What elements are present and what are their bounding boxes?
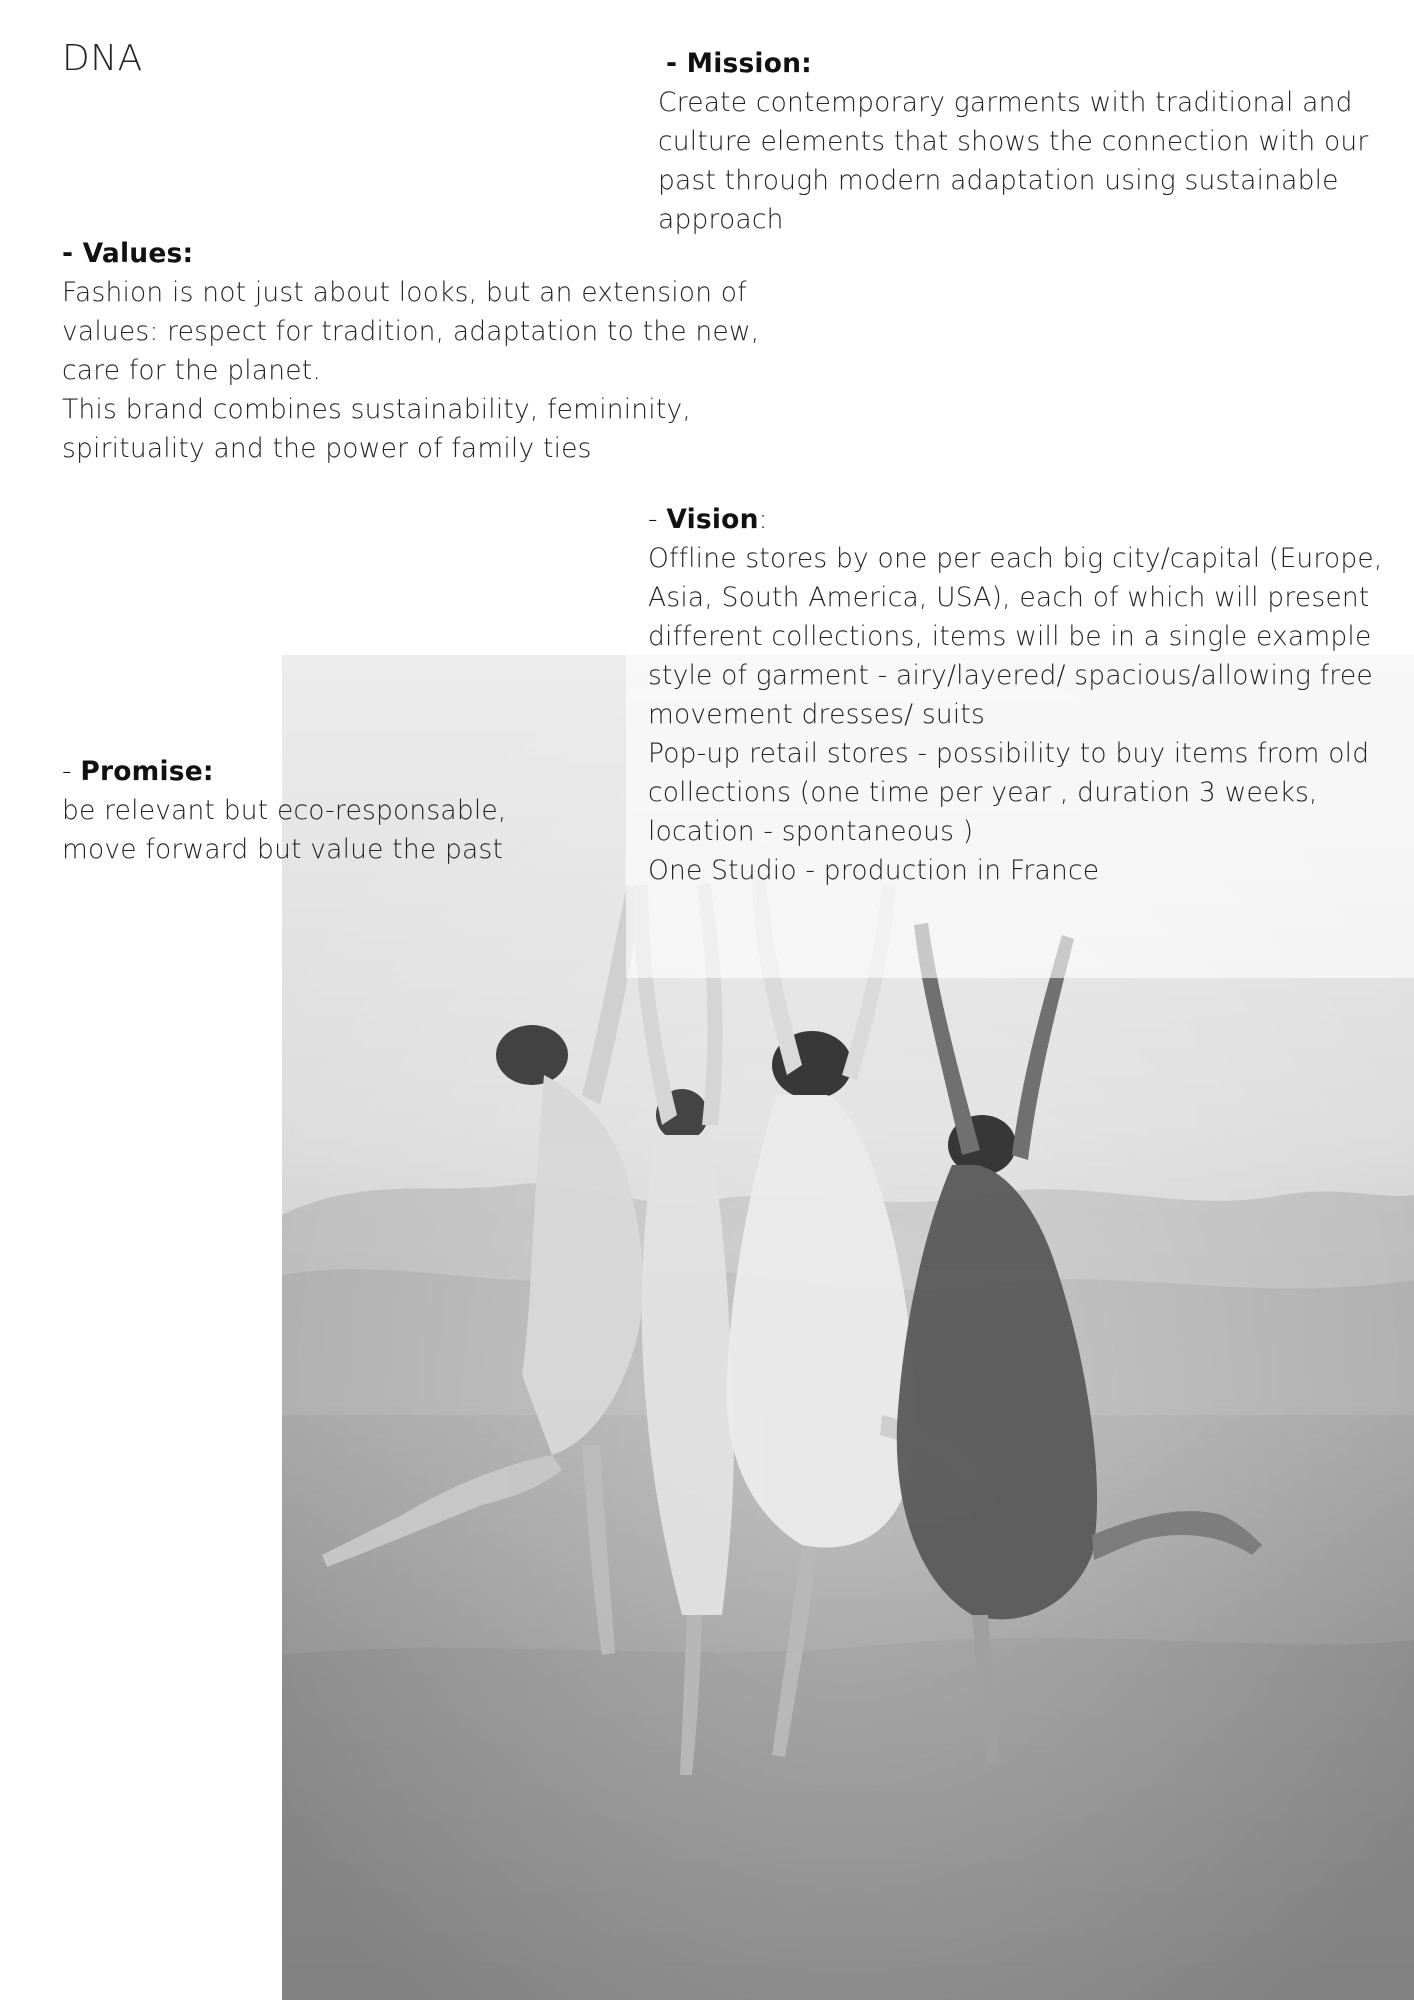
vision-line: collections (one time per year , duration 3 weeks, — [648, 777, 1318, 808]
vision-section — [648, 500, 1408, 890]
vision-heading-row — [648, 500, 1408, 539]
promise-section — [62, 752, 622, 869]
vision-line: style of garment - airy/layered/ spacious/allowing free — [648, 660, 1373, 691]
vision-heading-suffix: : — [758, 504, 768, 535]
values-line: This brand combines sustainability, femininity, — [62, 394, 691, 425]
mission-line: past through modern adaptation using sustainable — [658, 165, 1339, 196]
mission-line: Create contemporary garments with traditional and — [658, 87, 1353, 118]
vision-line: Pop-up retail stores - possibility to buy items from old — [648, 738, 1370, 769]
vision-heading: Vision — [666, 504, 759, 535]
values-heading: - Values: — [62, 238, 194, 269]
promise-line: be relevant but eco-responsable, — [62, 795, 507, 826]
vision-line: different collections, items will be in a single example — [648, 621, 1372, 652]
values-line: care for the planet. — [62, 355, 321, 386]
promise-line: move forward but value the past — [62, 834, 504, 865]
vision-line: One Studio - production in France — [648, 855, 1100, 886]
values-section — [62, 234, 762, 468]
mission-section — [658, 44, 1369, 239]
mission-line: culture elements that shows the connection with our — [658, 126, 1369, 157]
promise-heading-prefix: - — [62, 756, 81, 787]
vision-heading-prefix: - — [648, 504, 667, 535]
vision-line: movement dresses/ suits — [648, 699, 986, 730]
values-line: spirituality and the power of family ties — [62, 433, 592, 464]
values-line: values: respect for tradition, adaptation to the new, — [62, 316, 760, 347]
promise-heading-row — [62, 752, 622, 791]
vision-line: location - spontaneous ) — [648, 816, 974, 847]
mission-line: approach — [658, 204, 784, 235]
values-line: Fashion is not just about looks, but an extension of — [62, 277, 747, 308]
mission-heading: - Mission: — [666, 48, 812, 79]
page-title: DNA — [62, 38, 143, 79]
promise-heading: Promise: — [80, 756, 214, 787]
vision-line: Asia, South America, USA), each of which will present — [648, 582, 1370, 613]
vision-line: Offline stores by one per each big city/capital (Europe, — [648, 543, 1383, 574]
